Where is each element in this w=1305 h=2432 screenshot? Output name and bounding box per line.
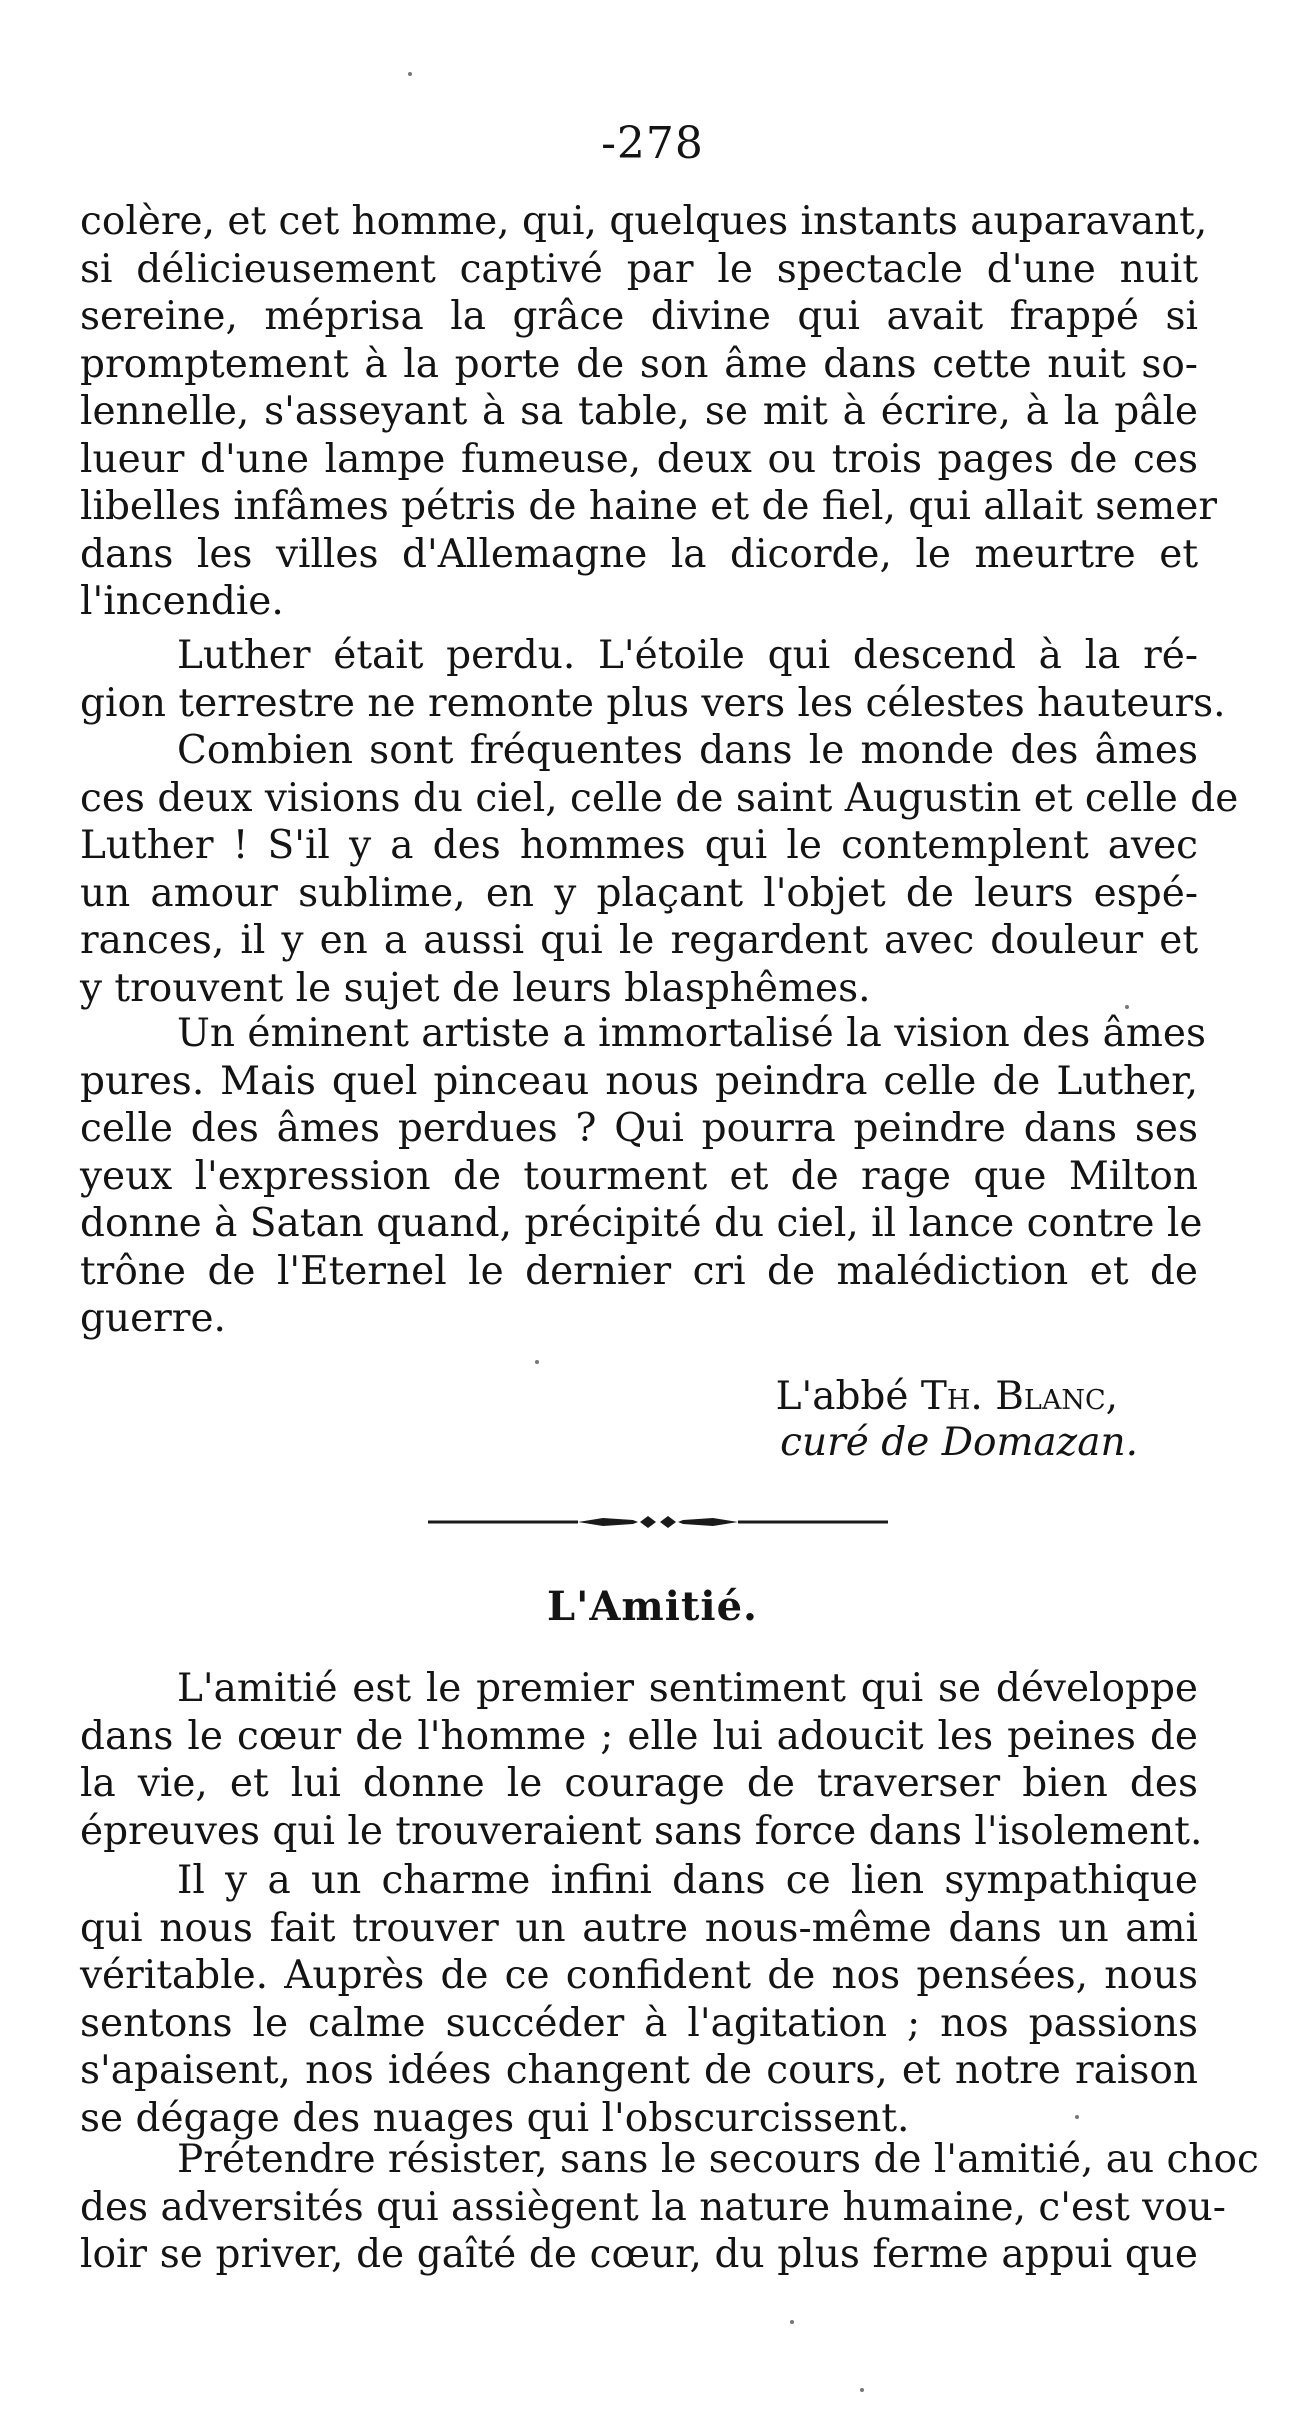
text-line: Il y a un charme infini dans ce lien sympathique — [177, 1858, 1198, 1903]
text-line: celle des âmes perdues ? Qui pourra peindre dans ses — [80, 1106, 1198, 1151]
text-line: L'amitié est le premier sentiment qui se développe — [177, 1666, 1198, 1711]
signature-place: curé de Domazan. — [780, 1420, 1138, 1465]
text-line: s'apaisent, nos idées changent de cours, et notre raison — [80, 2048, 1198, 2093]
print-speck — [860, 2388, 864, 2392]
print-speck — [790, 2320, 794, 2324]
text-line: véritable. Auprès de ce confident de nos pensées, nous — [80, 1953, 1198, 1998]
text-line: sereine, méprisa la grâce divine qui avait frappé si — [80, 294, 1198, 339]
page-number: -278 — [601, 118, 704, 169]
text-line: lueur d'une lampe fumeuse, deux ou trois pages de ces — [80, 437, 1198, 482]
text-line: dans le cœur de l'homme ; elle lui adoucit les peines de — [80, 1714, 1198, 1759]
text-line: gion terrestre ne remonte plus vers les célestes hauteurs. — [80, 681, 1226, 726]
text-line: guerre. — [80, 1296, 226, 1341]
text-line: Combien sont fréquentes dans le monde des âmes — [177, 728, 1198, 773]
text-line: se dégage des nuages qui l'obscurcissent. — [80, 2096, 910, 2141]
text-line: un amour sublime, en y plaçant l'objet de leurs espé- — [80, 871, 1198, 916]
print-speck — [535, 1360, 539, 1364]
text-line: trône de l'Eternel le dernier cri de malédiction et de — [80, 1249, 1198, 1294]
signature-name — [0, 1373, 1118, 1421]
text-line: libelles infâmes pétris de haine et de fiel, qui allait semer — [80, 484, 1217, 529]
text-line: lennelle, s'asseyant à sa table, se mit à écrire, à la pâle — [80, 389, 1198, 434]
text-line: rances, il y en a aussi qui le regardent avec douleur et — [80, 918, 1198, 963]
text-line: sentons le calme succéder à l'agitation ; nos passions — [80, 2001, 1198, 2046]
text-line: Luther ! S'il y a des hommes qui le contemplent avec — [80, 823, 1198, 868]
section-title: L'Amitié. — [547, 1583, 758, 1630]
print-speck — [408, 72, 412, 76]
text-line: qui nous fait trouver un autre nous-même dans un ami — [80, 1906, 1198, 1951]
text-line: y trouvent le sujet de leurs blasphêmes. — [80, 966, 871, 1011]
text-line: colère, et cet homme, qui, quelques instants auparavant, — [80, 199, 1208, 244]
print-speck — [1125, 1005, 1129, 1009]
signature-prefix: L'abbé — [775, 1374, 921, 1419]
text-line: la vie, et lui donne le courage de traverser bien des — [80, 1761, 1198, 1806]
text-line: Prétendre résister, sans le secours de l'amitié, au choc — [177, 2137, 1259, 2182]
ornamental-separator — [428, 1512, 888, 1532]
text-line: dans les villes d'Allemagne la dicorde, le meurtre et — [80, 532, 1198, 577]
text-line: promptement à la porte de son âme dans cette nuit so- — [80, 342, 1198, 387]
print-speck — [1075, 2115, 1079, 2119]
text-line: pures. Mais quel pinceau nous peindra celle de Luther, — [80, 1059, 1198, 1104]
text-line: des adversités qui assiègent la nature humaine, c'est vou- — [80, 2185, 1226, 2230]
text-line: yeux l'expression de tourment et de rage que Milton — [80, 1154, 1198, 1199]
text-line: donne à Satan quand, précipité du ciel, il lance contre le — [80, 1201, 1203, 1246]
text-line: Luther était perdu. L'étoile qui descend à la ré- — [177, 633, 1198, 678]
signature-author: Th. Blanc, — [920, 1374, 1118, 1419]
text-line: Un éminent artiste a immortalisé la vision des âmes — [177, 1011, 1206, 1056]
text-line: ces deux visions du ciel, celle de saint Augustin et celle de — [80, 776, 1239, 821]
text-line: si délicieusement captivé par le spectacle d'une nuit — [80, 247, 1198, 292]
text-line: l'incendie. — [80, 579, 284, 624]
text-line: loir se priver, de gaîté de cœur, du plus ferme appui que — [80, 2232, 1198, 2277]
text-line: épreuves qui le trouveraient sans force dans l'isolement. — [80, 1809, 1203, 1854]
